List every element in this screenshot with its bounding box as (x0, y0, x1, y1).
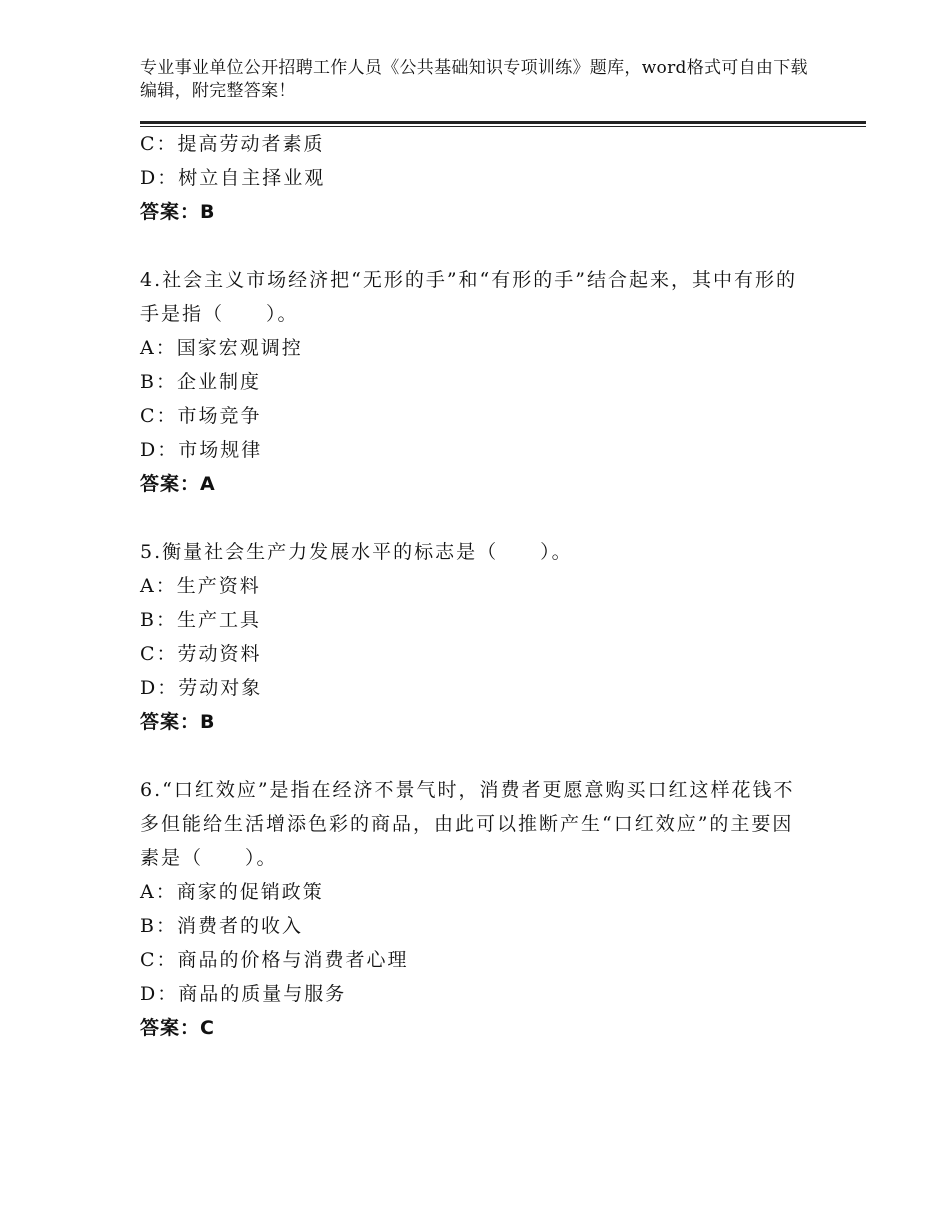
option-b: B：企业制度 (140, 371, 261, 393)
option-d: D：商品的质量与服务 (140, 983, 347, 1005)
question-6 (140, 773, 810, 1045)
option-c: C：提高劳动者素质 (140, 133, 325, 155)
header-rule-thick (140, 121, 866, 124)
option-a: A：生产资料 (140, 575, 261, 597)
page-header: 专业事业单位公开招聘工作人员《公共基础知识专项训练》题库，word格式可自由下载编辑，附完整答案！ (140, 58, 808, 101)
question-stem: 6.“口红效应”是指在经济不景气时，消费者更愿意购买口红这样花钱不多但能给生活增添色彩的商品，由此可以推断产生“口红效应”的主要因素是（ ）。 (140, 779, 795, 869)
option-c: C：劳动资料 (140, 643, 262, 665)
answer-line: 答案：B (140, 201, 216, 223)
option-b: B：消费者的收入 (140, 915, 303, 937)
question-5 (140, 535, 810, 739)
question-stem: 4.社会主义市场经济把“无形的手”和“有形的手”结合起来，其中有形的手是指（ ）。 (140, 269, 797, 325)
option-d: D：市场规律 (140, 439, 263, 461)
option-d: D：劳动对象 (140, 677, 263, 699)
answer-line: 答案：A (140, 473, 216, 495)
option-b: B：生产工具 (140, 609, 261, 631)
question-4 (140, 263, 810, 501)
option-c: C：商品的价格与消费者心理 (140, 949, 409, 971)
answer-line: 答案：C (140, 1017, 215, 1039)
option-a: A：商家的促销政策 (140, 881, 324, 903)
option-d: D：树立自主择业观 (140, 167, 326, 189)
option-c: C：市场竞争 (140, 405, 262, 427)
question-3-tail (140, 127, 810, 229)
answer-line: 答案：B (140, 711, 216, 733)
question-stem: 5.衡量社会生产力发展水平的标志是（ ）。 (140, 541, 573, 563)
option-a: A：国家宏观调控 (140, 337, 303, 359)
document-body (140, 127, 810, 1045)
